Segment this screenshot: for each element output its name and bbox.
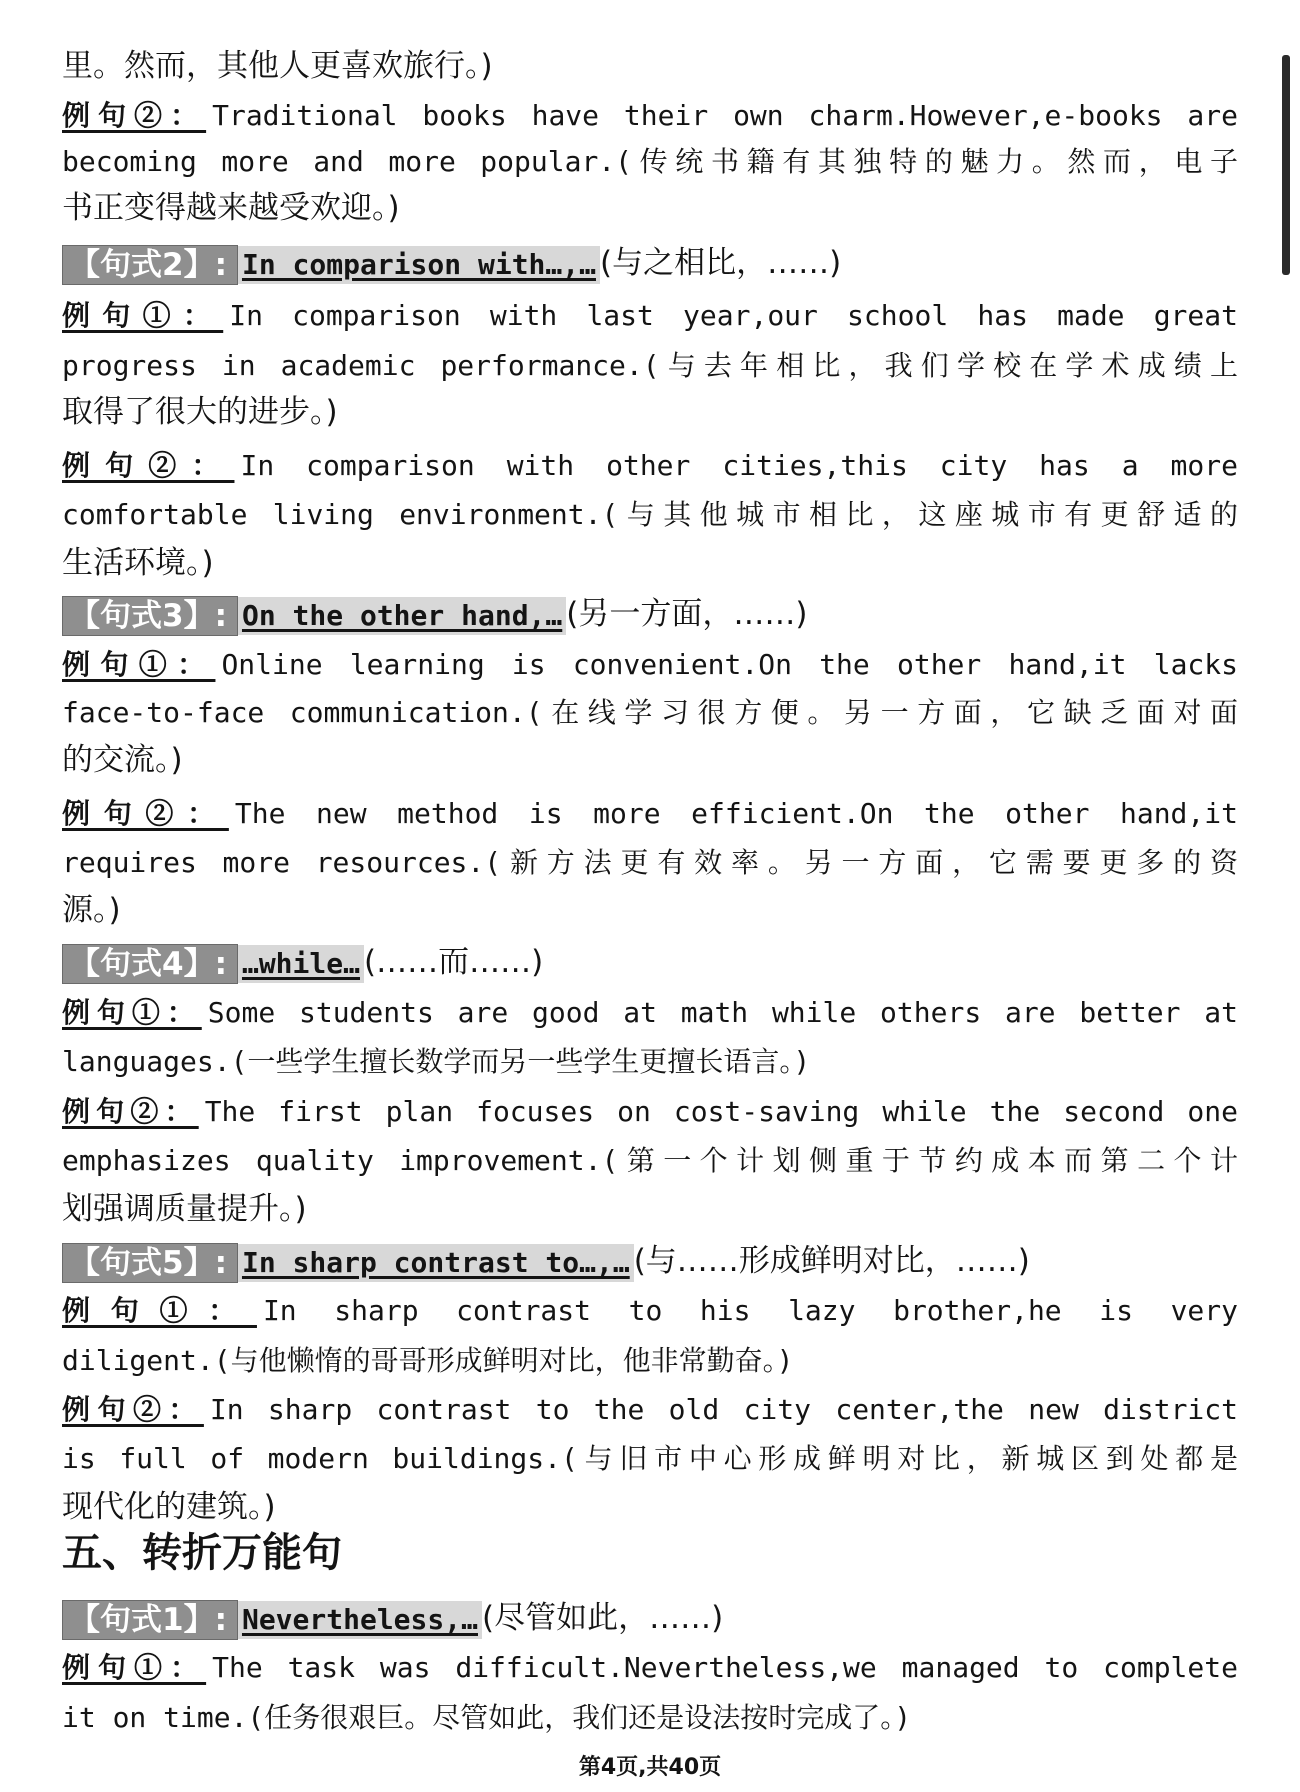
- section-heading: 五、转折万能句: [62, 1529, 342, 1576]
- example-label: 例句①：: [62, 996, 202, 1029]
- example-line: 例句①： Some students are good at math while others are better at: [62, 996, 1238, 1029]
- pattern-meaning: (另一方面，……): [566, 596, 808, 632]
- example-label: 例句②：: [62, 797, 229, 830]
- example-line: diligent.(与他懒惰的哥哥形成鲜明对比，他非常勤奋。): [62, 1344, 794, 1377]
- example-line: 例句①： In sharp contrast to his lazy brother,he is very: [62, 1294, 1238, 1327]
- example-line: it on time.(任务很艰巨。尽管如此，我们还是设法按时完成了。): [62, 1701, 912, 1734]
- example-label: 例句②：: [62, 1393, 204, 1426]
- page-number: 第4页,共40页: [578, 1755, 722, 1780]
- pattern-meaning: (尽管如此，……): [481, 1600, 724, 1636]
- pattern-text: …while…: [238, 945, 364, 983]
- pattern-tag: 【句式3】:: [62, 596, 238, 636]
- example-label: 例句①：: [62, 1294, 257, 1327]
- example-line: becoming more and more popular.(传统书籍有其独特的魅力。然而，电子: [62, 145, 1238, 178]
- pattern-tag: 【句式2】:: [62, 245, 238, 285]
- pattern-heading: [62, 942, 1238, 984]
- example-line: requires more resources.(新方法更有效率。另一方面，它需要更多的资: [62, 846, 1238, 879]
- example-line: emphasizes quality improvement.(第一个计划侧重于节约成本而第二个计: [62, 1144, 1238, 1177]
- pattern-text: On the other hand,…: [238, 597, 566, 635]
- example-line: 取得了很大的进步。): [62, 394, 338, 430]
- example-line: 例句①： In comparison with last year,our school has made great: [62, 299, 1238, 332]
- example-line: is full of modern buildings.(与旧市中心形成鲜明对比，新城区到处都是: [62, 1442, 1238, 1475]
- pattern-heading: [62, 594, 1238, 636]
- example-line: comfortable living environment.(与其他城市相比，这座城市有更舒适的: [62, 498, 1238, 531]
- example-line: 例句②： The first plan focuses on cost-saving while the second one: [62, 1095, 1238, 1128]
- example-line: progress in academic performance.(与去年相比，我们学校在学术成绩上: [62, 349, 1238, 382]
- example-line: 划强调质量提升。): [62, 1191, 307, 1227]
- pattern-text: In sharp contrast to…,…: [238, 1244, 634, 1282]
- example-label: 例句①：: [62, 648, 216, 681]
- example-line: 例句②： The new method is more efficient.On the other hand,it: [62, 797, 1238, 830]
- example-line: 例句①： Online learning is convenient.On the other hand,it lacks: [62, 648, 1238, 681]
- example-line: 例句②： In comparison with other cities,this city has a more: [62, 449, 1238, 482]
- pattern-heading: [62, 1598, 1238, 1640]
- example-label: 例句①：: [62, 1651, 207, 1684]
- example-label: 例句②：: [62, 1095, 199, 1128]
- example-line: 例句②： In sharp contrast to the old city center,the new district: [62, 1393, 1238, 1426]
- scrollbar[interactable]: [1282, 55, 1290, 275]
- pattern-tag: 【句式4】:: [62, 944, 238, 984]
- example-line: languages.(一些学生擅长数学而另一些学生更擅长语言。): [62, 1045, 811, 1078]
- example-line: face-to-face communication.(在线学习很方便。另一方面，它缺乏面对面: [62, 696, 1238, 729]
- pattern-meaning: (与……形成鲜明对比，……): [633, 1243, 1030, 1279]
- pattern-text: In comparison with…,…: [238, 246, 600, 284]
- pattern-tag: 【句式5】:: [62, 1243, 238, 1283]
- pattern-meaning: (与之相比，……): [599, 245, 842, 281]
- pattern-meaning: (……而……): [363, 944, 544, 980]
- example-label: 例句①：: [62, 299, 224, 332]
- pattern-heading: [62, 243, 1238, 285]
- example-line: 例句①： The task was difficult.Nevertheless,we managed to complete: [62, 1651, 1238, 1684]
- pattern-heading: [62, 1241, 1238, 1283]
- example-label: 例句②：: [62, 99, 207, 132]
- example-line: 源。): [62, 892, 121, 928]
- example-label: 例句②：: [62, 449, 235, 482]
- example-line: 生活环境。): [62, 545, 214, 581]
- example-line: 例句②： Traditional books have their own charm.However,e-books are: [62, 99, 1238, 132]
- pattern-text: Nevertheless,…: [238, 1601, 482, 1639]
- example-line: 现代化的建筑。): [62, 1489, 276, 1525]
- text-line: 里。然而，其他人更喜欢旅行。): [62, 48, 493, 84]
- example-line: 书正变得越来越受欢迎。): [62, 190, 400, 226]
- pattern-tag: 【句式1】:: [62, 1600, 238, 1640]
- example-line: 的交流。): [62, 742, 183, 778]
